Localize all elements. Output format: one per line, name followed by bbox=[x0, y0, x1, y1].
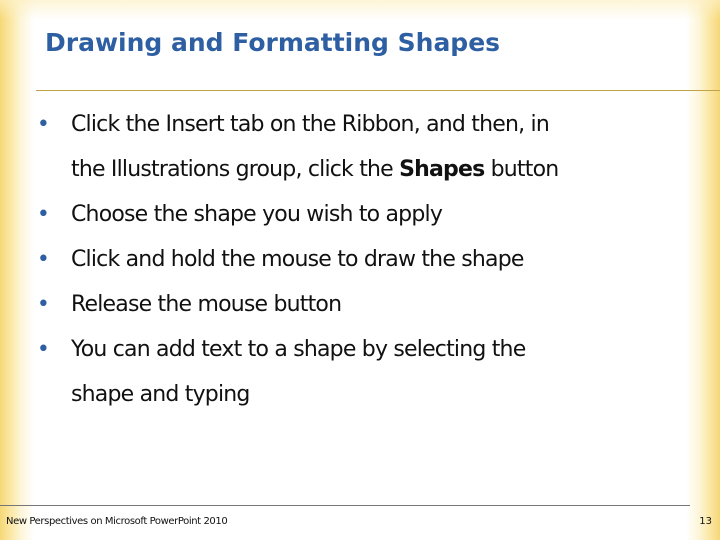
bullet-item bbox=[34, 327, 694, 417]
bullet-text-bold: Shapes bbox=[399, 157, 485, 182]
bullet-marker: • bbox=[36, 247, 50, 272]
bullet-marker: • bbox=[36, 202, 50, 227]
bullet-text: the Illustrations group, click the bbox=[71, 157, 400, 182]
bullet-item bbox=[34, 282, 694, 327]
bullet-text: Click the Insert tab on the Ribbon, and then, in bbox=[71, 112, 549, 137]
bullet-marker: • bbox=[36, 112, 50, 137]
bullet-text: Click and hold the mouse to draw the shape bbox=[71, 247, 524, 272]
title-divider bbox=[36, 90, 720, 91]
bullet-text: button bbox=[484, 157, 559, 182]
footer-divider bbox=[0, 505, 690, 506]
bullet-item bbox=[34, 102, 694, 192]
bullet-text: Choose the shape you wish to apply bbox=[71, 202, 443, 227]
top-glow bbox=[0, 0, 720, 20]
bullet-item bbox=[34, 192, 694, 237]
bullet-text: You can add text to a shape by selecting the bbox=[71, 337, 526, 362]
bullet-text: Release the mouse button bbox=[71, 292, 342, 317]
slide-number: 13 bbox=[699, 516, 712, 527]
footer-course-title: New Perspectives on Microsoft PowerPoint 2010 bbox=[6, 516, 228, 527]
bullet-item bbox=[34, 237, 694, 282]
bullet-list bbox=[34, 102, 694, 417]
bullet-marker: • bbox=[36, 337, 50, 362]
slide-title: Drawing and Formatting Shapes bbox=[45, 28, 501, 57]
bullet-marker: • bbox=[36, 292, 50, 317]
bullet-text: shape and typing bbox=[71, 382, 250, 407]
